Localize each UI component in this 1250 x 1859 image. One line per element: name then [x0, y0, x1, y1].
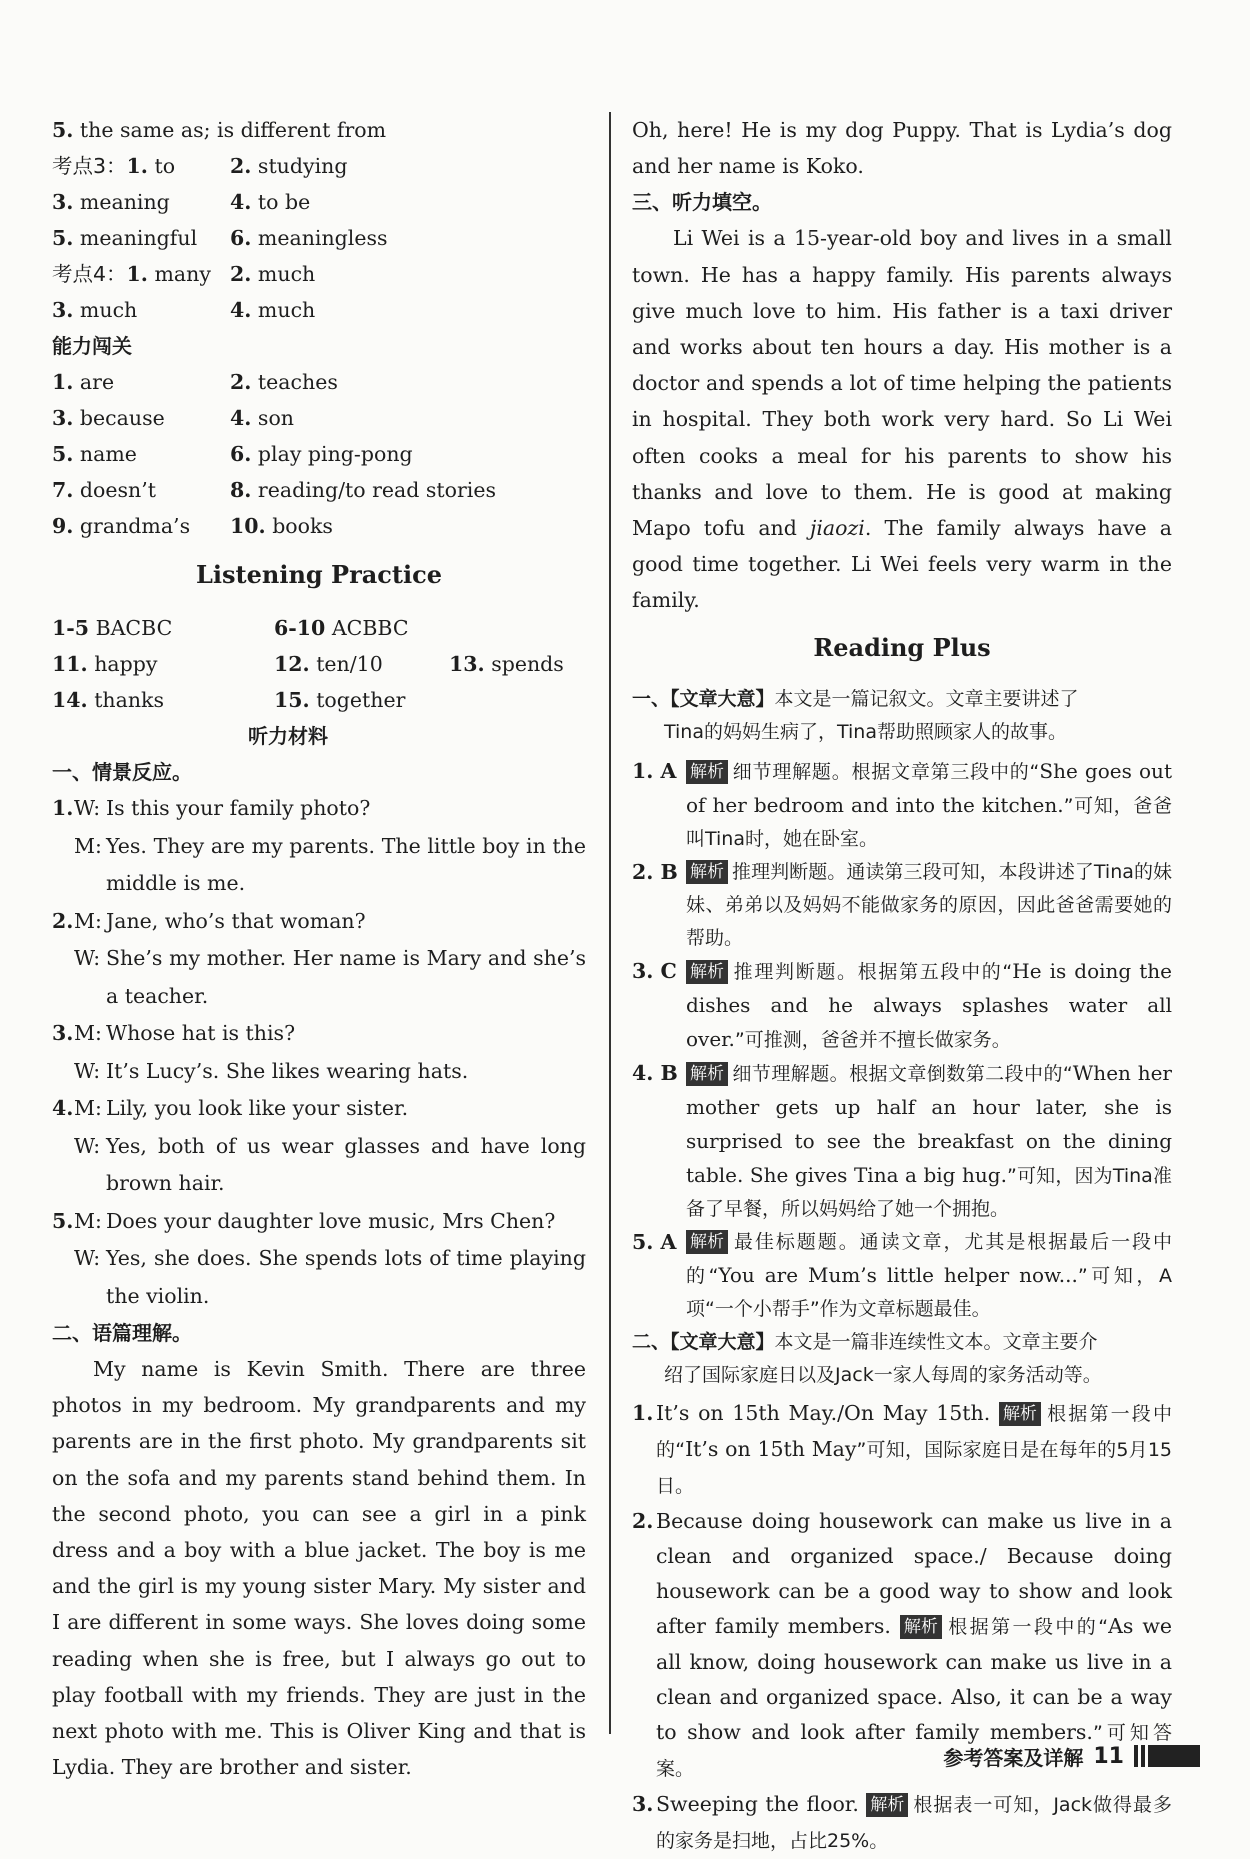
explanation-quote: It’s on 15th May — [685, 1436, 857, 1461]
dialogue-line — [52, 1053, 586, 1091]
dialogue-line — [52, 1128, 586, 1203]
answer-text: are — [73, 370, 115, 394]
section-2-passage-continued: Oh, here! He is my dog Puppy. That is Lydia’s dog and her name is Koko. — [632, 118, 1172, 179]
analysis-badge: 解析 — [686, 860, 728, 884]
answer-text: BACBC — [89, 616, 173, 640]
answer-text: to be — [251, 190, 311, 214]
reading-answer-item — [632, 1057, 1172, 1226]
answer-cell — [52, 184, 230, 220]
answer-number: 10. — [230, 514, 266, 538]
speaker-label: W: — [74, 1246, 101, 1270]
answer-number: 2. — [230, 262, 252, 286]
answer-text: Because doing housework can make us live in a clean and organized space./ Because doing housework can be a good way to show and look after family members. — [656, 1508, 1172, 1638]
answer-row — [52, 220, 586, 256]
answer-text: ACBBC — [325, 616, 409, 640]
answer-row — [52, 400, 586, 436]
answer-cell — [52, 508, 230, 544]
dialogue-text: Yes, both of us wear glasses and have long brown hair. — [106, 1133, 586, 1195]
answer-cell — [52, 682, 274, 718]
answer-choice: 1. A — [632, 758, 677, 783]
reading-1-summary-text: 本文是一篇记叙文。文章主要讲述了 — [774, 687, 1079, 710]
reading-1-summary-continued: Tina的妈妈生病了，Tina帮助照顾家人的故事。 — [664, 720, 1067, 743]
explanation-text: 推理判断题。根据第五段中的“ — [732, 960, 1013, 983]
answer-row — [52, 436, 586, 472]
dialogue-number: 4. — [52, 1096, 74, 1120]
answer-choice: 2. B — [632, 859, 678, 884]
explanation-text: ”可知，A项“一个小帮手”作为文章标题最佳。 — [686, 1264, 1173, 1320]
answer-text: books — [265, 514, 333, 538]
analysis-badge: 解析 — [686, 760, 728, 784]
section-3-passage-italic: jiaozi — [810, 516, 865, 541]
answer-number: 3. — [52, 406, 74, 430]
listening-materials-title: 听力材料 — [248, 724, 328, 748]
answer-row — [52, 610, 586, 646]
dialogue-number: 5. — [52, 1208, 74, 1233]
answer-cell — [230, 292, 455, 328]
answer-number: 3. — [632, 1791, 654, 1816]
dialogue-text: Is this your family photo? — [106, 796, 371, 820]
explanation-quote: When her mother gets up half an hour later, she is surprised to see the breakfast on the dining table. She gives Tina a big hug. — [686, 1060, 1172, 1187]
section-2-passage: My name is Kevin Smith. There are three photos in my bedroom. My grandparents and my parents are in the first photo. My grandparents sit on the sofa and my parents stand behind them. In the second photo, you can see a girl in a pink dress and a boy with a blue jacket. The boy is me and the girl is my young sister Mary. My sister and I are different in some ways. She loves doing some reading when she is free, but I always go out to play football with my friends. They are just in the next photo with me. This is Oliver King and that is Lydia. They are brother and sister. — [52, 1357, 586, 1780]
dialogue-text: Yes. They are my parents. The little boy in the middle is me. — [106, 833, 586, 895]
answer-prefix: 考点4： — [52, 262, 127, 286]
answer-number: 4. — [230, 406, 252, 430]
dialogue-line — [52, 828, 586, 903]
page-footer — [943, 1736, 1200, 1776]
answer-text: doesn’t — [73, 478, 156, 502]
answer-row — [52, 364, 586, 400]
answer-cell — [52, 220, 230, 256]
section-3-passage — [632, 220, 1172, 618]
left-column — [52, 112, 586, 1785]
analysis-badge: 解析 — [999, 1402, 1041, 1426]
analysis-badge: 解析 — [686, 1230, 728, 1254]
column-divider — [609, 112, 611, 1734]
answer-text: meaning — [73, 190, 170, 214]
right-column — [632, 112, 1172, 1859]
answer-cell — [52, 646, 274, 682]
answer-number: 2. — [230, 370, 252, 394]
answer-number: 2. — [632, 1508, 654, 1533]
page-number: 11 — [1093, 1743, 1124, 1769]
answer-number: 4. — [230, 298, 252, 322]
reading-1-summary — [632, 683, 1172, 749]
explanation-text: 最佳标题题。通读文章，尤其是根据最后一段中的“ — [686, 1230, 1172, 1287]
reading-1-answers — [632, 755, 1172, 1326]
speaker-label: M: — [74, 833, 102, 858]
answer-cell — [52, 292, 230, 328]
listening-answers-list — [52, 610, 586, 718]
answer-cell — [52, 472, 230, 508]
answer-text: spends — [484, 652, 564, 676]
dialogue-line — [52, 1090, 586, 1128]
answer-row — [52, 682, 586, 718]
answer-number: 12. — [274, 652, 310, 676]
answer-explanation — [686, 955, 1172, 1057]
analysis-badge: 解析 — [900, 1615, 942, 1639]
answer-choice: 5. A — [632, 1229, 677, 1254]
dialogue-number: 1. — [52, 796, 74, 820]
answer-row — [52, 472, 586, 508]
answer-number: 7. — [52, 478, 74, 502]
analysis-badge: 解析 — [686, 960, 728, 984]
answer-text: much — [73, 298, 138, 322]
answer-row — [52, 256, 586, 292]
answer-explanation — [686, 856, 1172, 955]
answer-text: teaches — [251, 370, 338, 394]
speaker-label: W: — [74, 1058, 101, 1083]
explanation-text: 根据第一段中的“ — [945, 1615, 1109, 1638]
dialogue-line — [52, 903, 586, 941]
answer-number: 6-10 — [274, 616, 326, 640]
reading-2-answers — [632, 1396, 1172, 1859]
answer-cell — [230, 364, 455, 400]
dialogue-number: 2. — [52, 908, 74, 933]
dialogue-text: She’s my mother. Her name is Mary and she’s a teacher. — [106, 946, 586, 1008]
reading-answer-item — [632, 1787, 1172, 1859]
reading-answer-item — [632, 856, 1172, 955]
dialogue-line — [52, 940, 586, 1015]
answer-text: meaningless — [251, 226, 388, 250]
explanation-quote: As we all know, doing housework can make us live in a clean and organized space. Also, it can be a way to show and look after family members. — [656, 1613, 1173, 1744]
answer-text: name — [73, 442, 137, 466]
answer-cell — [52, 400, 230, 436]
explanation-text: 根据第一段中的“ — [656, 1402, 1172, 1461]
speaker-label: M: — [74, 1021, 102, 1045]
answer-number: 14. — [52, 688, 88, 712]
answer-cell — [230, 436, 455, 472]
answer-cell — [274, 682, 449, 718]
answer-cell — [230, 400, 455, 436]
section-3-passage-part-a: Li Wei is a 15-year-old boy and lives in a small town. He has a happy family. His parents always give much love to him. His father is a taxi driver and works about ten hours a day. His mother is a doctor and spends a lot of time helping the patients in hospital. They both work very hard. So Li Wei often cooks a meal for his parents to show his thanks and love to them. He is good at making Mapo tofu and — [632, 226, 1172, 541]
explanation-text: 根据表一可知，Jack做得最多的家务是扫地，占比25%。 — [656, 1793, 1172, 1852]
answer-text: thanks — [87, 688, 164, 712]
answer-choice: 3. C — [632, 958, 677, 983]
answer-number: 3. — [52, 298, 74, 322]
answer-number: 4. — [230, 190, 252, 214]
section-2-title: 二、语篇理解。 — [52, 1321, 192, 1345]
answer-choice: 4. B — [632, 1060, 678, 1085]
answer-cell — [230, 256, 455, 292]
speaker-label: W: — [74, 946, 101, 970]
reading-1-summary-lead: 一、【文章大意】 — [632, 687, 775, 710]
explanation-text: ”可知，国际家庭日是在每年的5月15日。 — [656, 1438, 1173, 1497]
answer-cell — [274, 610, 449, 646]
reading-2-summary-text: 本文是一篇非连续性文本。文章主要介 — [774, 1330, 1098, 1353]
answer-cell — [52, 148, 230, 184]
answer-number: 13. — [449, 652, 485, 676]
answer-number: 3. — [52, 190, 74, 214]
answer-cell — [230, 148, 455, 184]
answer-number: 1. — [126, 262, 148, 286]
answer-text: happy — [87, 652, 158, 676]
answer-text: play ping-pong — [251, 442, 413, 466]
answer-text: ten/10 — [309, 652, 383, 676]
dialogue-list — [52, 790, 586, 1315]
answer-cell — [230, 184, 455, 220]
explanation-text: 推理判断题。通读第三段可知，本段讲述了Tina的妹妹、弟弟以及妈妈不能做家务的原因，因此爸爸需要她的帮助。 — [686, 860, 1172, 949]
dialogue-text: It’s Lucy’s. She likes wearing hats. — [106, 1058, 469, 1083]
answer-explanation — [686, 1226, 1172, 1326]
dialogue-text: Jane, who’s that woman? — [106, 908, 366, 933]
answer-cell — [230, 508, 455, 544]
answer-text: reading/to read stories — [251, 478, 496, 502]
footer-title: 参考答案及详解 — [943, 1745, 1084, 1770]
answer-row — [52, 112, 586, 148]
answer-explanation — [656, 1787, 1172, 1859]
answer-text: It’s on 15th May./On May 15th. — [656, 1400, 999, 1425]
answer-number: 8. — [230, 478, 252, 502]
answer-cell — [449, 646, 586, 682]
answer-text: to — [147, 154, 176, 178]
answer-cell — [230, 220, 455, 256]
dialogue-text: Does your daughter love music, Mrs Chen? — [106, 1208, 556, 1233]
answer-row — [52, 646, 586, 682]
answer-number: 6. — [230, 442, 252, 466]
answer-number: 1. — [52, 370, 74, 394]
dialogue-line — [52, 1203, 586, 1241]
answer-row — [52, 508, 586, 544]
section-3-passage-part-b: . The family always have a good time together. Li Wei feels very warm in the family. — [632, 516, 1172, 613]
reading-2-summary-lead: 二、【文章大意】 — [632, 1330, 775, 1353]
ability-title: 能力闯关 — [52, 334, 132, 358]
answer-number: 15. — [274, 688, 310, 712]
reading-answer-item — [632, 955, 1172, 1057]
reading-answer-item — [632, 1396, 1172, 1504]
answer-number: 6. — [230, 226, 252, 250]
dialogue-number: 3. — [52, 1021, 74, 1045]
answer-number: 5. — [52, 442, 74, 466]
answer-text: together — [309, 688, 406, 712]
explanation-quote: You are Mum’s little helper now... — [718, 1262, 1078, 1287]
answer-number: 1. — [126, 154, 148, 178]
listening-practice-title: Listening Practice — [196, 560, 442, 589]
dialogue-text: Lily, you look like your sister. — [106, 1096, 409, 1120]
answer-prefix: 考点3： — [52, 154, 127, 178]
analysis-badge: 解析 — [686, 1062, 728, 1086]
answer-text: son — [251, 406, 294, 430]
explanation-text: ”可知答案。 — [656, 1721, 1173, 1780]
answer-text: the same as; is different from — [73, 118, 387, 142]
answer-number: 1-5 — [52, 616, 90, 640]
answer-cell — [52, 112, 387, 148]
explanation-text: 细节理解题。根据文章倒数第二段中的“ — [732, 1062, 1073, 1085]
speaker-label: W: — [74, 1133, 101, 1158]
reading-answer-item — [632, 1226, 1172, 1326]
answer-text: because — [73, 406, 165, 430]
explanation-text: ”可知，因为Tina准备了早餐，所以妈妈给了她一个拥抱。 — [686, 1164, 1172, 1220]
answer-explanation — [656, 1396, 1172, 1504]
answer-explanation — [686, 1057, 1172, 1226]
dialogue-text: Whose hat is this? — [106, 1021, 296, 1045]
answer-row — [52, 184, 586, 220]
explanation-quote: He is doing the dishes and he always splashes water all over. — [686, 958, 1172, 1051]
speaker-label: M: — [74, 1096, 102, 1120]
dialogue-line — [52, 790, 586, 828]
answer-number: 11. — [52, 652, 88, 676]
answer-text: many — [147, 262, 211, 286]
speaker-label: M: — [74, 1208, 102, 1233]
answer-number: 5. — [52, 226, 74, 250]
answer-text: Sweeping the floor. — [656, 1791, 867, 1816]
reading-plus-title: Reading Plus — [813, 632, 991, 662]
speaker-label: W: — [74, 796, 101, 820]
ability-answers-list — [52, 364, 586, 544]
answer-number: 1. — [632, 1400, 654, 1425]
reading-2-summary-continued: 绍了国际家庭日以及Jack一家人每周的家务活动等。 — [664, 1363, 1102, 1386]
answer-cell — [52, 436, 230, 472]
explanation-quote: She goes out of her bedroom and into the kitchen. — [686, 758, 1172, 817]
analysis-badge: 解析 — [866, 1793, 908, 1817]
answer-text: much — [251, 298, 316, 322]
explanation-text: 细节理解题。根据文章第三段中的“ — [732, 760, 1040, 783]
answer-row — [52, 148, 586, 184]
answer-text: grandma’s — [73, 514, 191, 538]
answer-cell — [52, 610, 274, 646]
answer-number: 5. — [52, 118, 74, 142]
answer-cell — [52, 364, 230, 400]
answer-cell — [274, 646, 449, 682]
section-3-title: 三、听力填空。 — [632, 190, 772, 215]
answer-text: studying — [251, 154, 348, 178]
answer-cell — [52, 256, 230, 292]
reading-answer-item — [632, 755, 1172, 856]
answer-explanation — [686, 755, 1172, 856]
answer-text: meaningful — [73, 226, 198, 250]
speaker-label: M: — [74, 908, 102, 933]
section-1-title: 一、情景反应。 — [52, 760, 192, 784]
dialogue-text: Yes, she does. She spends lots of time playing the violin. — [106, 1246, 586, 1308]
dialogue-line — [52, 1015, 586, 1053]
explanation-text: ”可推测，爸爸并不擅长做家务。 — [734, 1028, 1011, 1051]
footer-bars-icon — [1134, 1745, 1200, 1767]
dialogue-line — [52, 1240, 586, 1315]
answer-number: 9. — [52, 514, 74, 538]
answer-row — [52, 292, 586, 328]
explanation-text: ”可知，爸爸叫Tina时，她在卧室。 — [686, 794, 1173, 850]
answer-number: 2. — [230, 154, 252, 178]
answer-text: much — [251, 262, 316, 286]
reading-2-summary — [632, 1326, 1172, 1392]
answer-cell — [230, 472, 496, 508]
answers-top-list — [52, 112, 586, 328]
